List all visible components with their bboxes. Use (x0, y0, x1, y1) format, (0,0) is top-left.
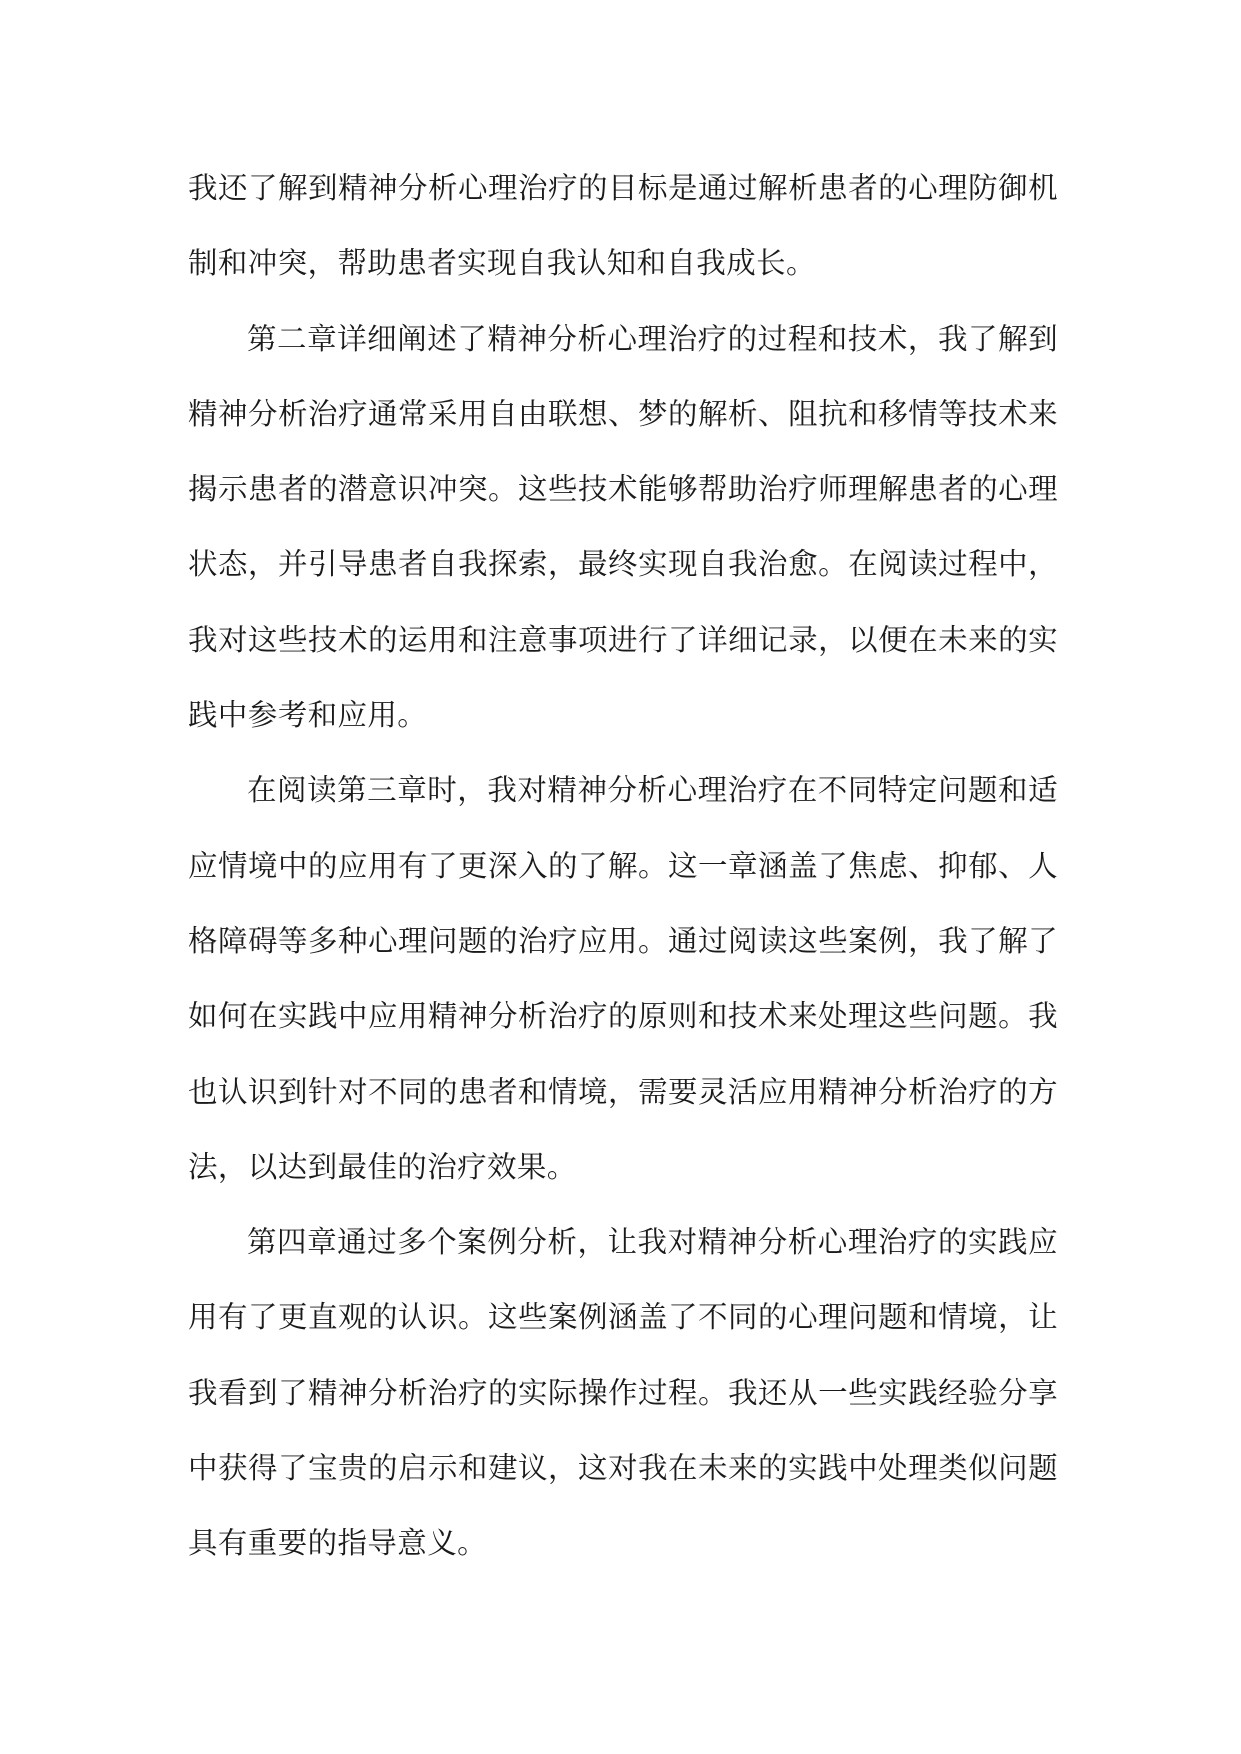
body-text (188, 151, 1058, 1582)
paragraph-chapter-three: 在阅读第三章时，我对精神分析心理治疗在不同特定问题和适应情境中的应用有了更深入的了解。这一章涵盖了焦虑、抑郁、人格障碍等多种心理问题的治疗应用。通过阅读这些案例，我了解了如何在实践中应用精神分析治疗的原则和技术来处理这些问题。我也认识到针对不同的患者和情境，需要灵活应用精神分析治疗的方法，以达到最佳的治疗效果。 (188, 773, 1058, 1184)
paragraph-chapter-four: 第四章通过多个案例分析，让我对精神分析心理治疗的实践应用有了更直观的认识。这些案例涵盖了不同的心理问题和情境，让我看到了精神分析治疗的实际操作过程。我还从一些实践经验分享中获得了宝贵的启示和建议，这对我在未来的实践中处理类似问题具有重要的指导意义。 (188, 1225, 1058, 1561)
paragraph-chapter-two: 第二章详细阐述了精神分析心理治疗的过程和技术，我了解到精神分析治疗通常采用自由联想、梦的解析、阻抗和移情等技术来揭示患者的潜意识冲突。这些技术能够帮助治疗师理解患者的心理状态，并引导患者自我探索，最终实现自我治愈。在阅读过程中，我对这些技术的运用和注意事项进行了详细记录，以便在未来的实践中参考和应用。 (188, 321, 1058, 733)
paragraph-continued: 我还了解到精神分析心理治疗的目标是通过解析患者的心理防御机制和冲突，帮助患者实现自我认知和自我成长。 (188, 171, 1058, 281)
